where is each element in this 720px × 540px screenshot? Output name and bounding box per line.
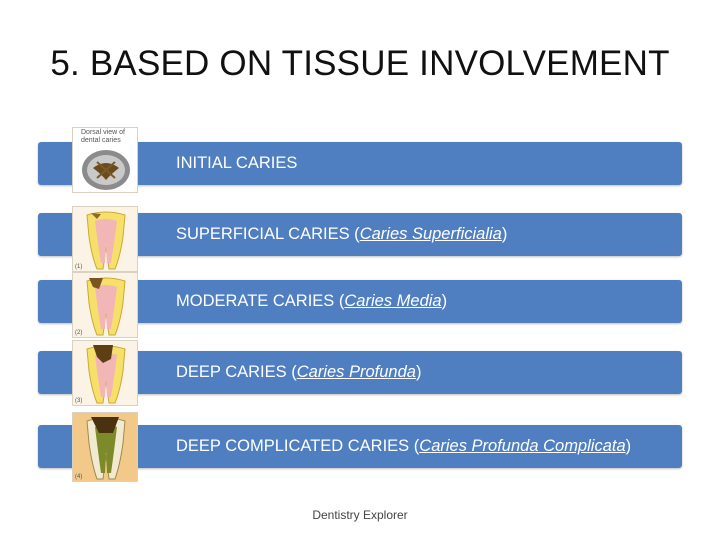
slide-title: 5. BASED ON TISSUE INVOLVEMENT bbox=[50, 44, 670, 83]
image-number: (3) bbox=[75, 398, 83, 404]
tooth-image-deep-complicated bbox=[72, 412, 138, 482]
tooth-image-superficial bbox=[72, 206, 138, 272]
tooth-image-moderate bbox=[72, 272, 138, 338]
caries-label-superficial: SUPERFICIAL CARIES (Caries Superficialia) bbox=[176, 225, 508, 243]
tooth-image-deep bbox=[72, 340, 138, 406]
caries-label-deep-complicated: DEEP COMPLICATED CARIES (Caries Profunda Complicata) bbox=[176, 437, 632, 455]
caries-label-deep: DEEP CARIES (Caries Profunda) bbox=[176, 363, 422, 381]
caries-label-initial: INITIAL CARIES bbox=[176, 154, 298, 172]
footer-credit: Dentistry Explorer bbox=[312, 508, 408, 522]
tooth-image-dorsal-view bbox=[72, 127, 138, 193]
image-number: (4) bbox=[75, 474, 83, 480]
image-number: (1) bbox=[75, 264, 83, 270]
image-number: (2) bbox=[75, 330, 83, 336]
image-caption: Dorsal view of dental caries bbox=[81, 129, 125, 144]
caries-label-moderate: MODERATE CARIES (Caries Media) bbox=[176, 292, 448, 310]
